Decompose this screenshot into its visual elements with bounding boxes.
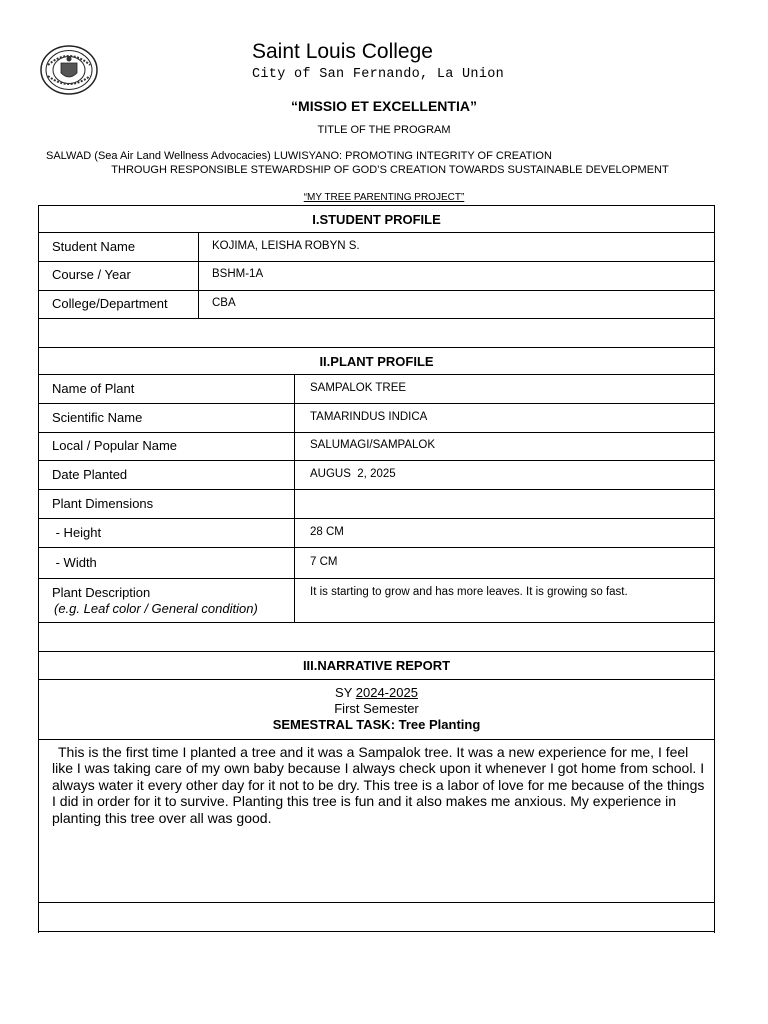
student-profile-heading: I.STUDENT PROFILE [312, 212, 441, 227]
semestral-task: SEMESTRAL TASK: Tree Planting [272, 717, 481, 732]
school-year-label: SY [335, 685, 356, 700]
table-divider [38, 232, 715, 233]
table-divider [38, 432, 715, 433]
local-name-label: Local / Popular Name [52, 438, 178, 453]
table-divider [38, 739, 715, 740]
scientific-name-value: TAMARINDUS INDICA [310, 411, 428, 423]
height-label: - Height [52, 525, 102, 540]
school-year-value: 2024-2025 [355, 685, 418, 700]
table-divider [38, 931, 715, 932]
college-department-value: CBA [212, 297, 236, 309]
plant-description-value: It is starting to grow and has more leaves. It is growing so fast. [310, 586, 628, 598]
plant-profile-heading: II.PLANT PROFILE [319, 354, 434, 369]
college-seal-icon [40, 45, 98, 95]
width-value: 7 CM [310, 556, 338, 568]
table-divider [38, 318, 715, 319]
program-title-line-1: SALWAD (Sea Air Land Wellness Advocacies) LUWISYANO: PROMOTING INTEGRITY OF CREATION [46, 150, 552, 162]
project-title: “MY TREE PARENTING PROJECT” [303, 192, 465, 203]
semester: First Semester [334, 701, 419, 716]
date-planted-value: AUGUS 2, 2025 [310, 468, 396, 480]
school-year [38, 685, 715, 700]
table-divider [38, 578, 715, 579]
width-label: - Width [52, 555, 97, 570]
table-divider [38, 205, 715, 206]
table-divider [38, 403, 715, 404]
height-value: 28 CM [310, 526, 344, 538]
column-divider [294, 374, 295, 622]
table-divider [38, 374, 715, 375]
table-divider [38, 290, 715, 291]
program-title-label: TITLE OF THE PROGRAM [317, 124, 451, 136]
table-divider [38, 489, 715, 490]
plant-description-label: Plant Description [52, 585, 151, 600]
scientific-name-label: Scientific Name [52, 410, 143, 425]
table-divider [38, 547, 715, 548]
plant-description-hint: (e.g. Leaf color / General condition) [54, 601, 258, 616]
plant-dimensions-label: Plant Dimensions [52, 496, 154, 511]
student-name-label: Student Name [52, 239, 136, 254]
column-divider [198, 232, 199, 318]
course-year-value: BSHM-1A [212, 268, 264, 280]
narrative-text: This is the first time I planted a tree and it was a Sampalok tree. It was a new experience for me, I feel like I was taking care of my own baby because I always check upon it whenever I got home from school. I always water it every other day for it not to be dry. This tree is a labor of love for me because of the things I did in order for it to survive. Planting this tree is fun and it also makes me anxious. My experience in planting this tree over all was good. [52, 744, 705, 826]
table-divider [38, 902, 715, 903]
motto: “MISSIO ET EXCELLENTIA” [291, 98, 477, 114]
course-year-label: Course / Year [52, 267, 131, 282]
date-planted-label: Date Planted [52, 467, 128, 482]
plant-name-value: SAMPALOK TREE [310, 382, 407, 394]
narrative-report-heading: III.NARRATIVE REPORT [302, 658, 451, 673]
local-name-value: SALUMAGI/SAMPALOK [310, 439, 436, 451]
college-city: City of San Fernando, La Union [252, 67, 505, 82]
table-divider [38, 518, 715, 519]
college-department-label: College/Department [52, 296, 168, 311]
table-divider [38, 347, 715, 348]
program-title-line-2: THROUGH RESPONSIBLE STEWARDSHIP OF GOD’S CREATION TOWARDS SUSTAINABLE DEVELOPMENT [111, 164, 669, 176]
table-divider [38, 679, 715, 680]
table-divider [38, 460, 715, 461]
student-name-value: KOJIMA, LEISHA ROBYN S. [212, 240, 360, 252]
table-divider [38, 261, 715, 262]
table-divider [38, 622, 715, 623]
table-divider [38, 651, 715, 652]
college-name: Saint Louis College [252, 40, 433, 63]
plant-name-label: Name of Plant [52, 381, 135, 396]
